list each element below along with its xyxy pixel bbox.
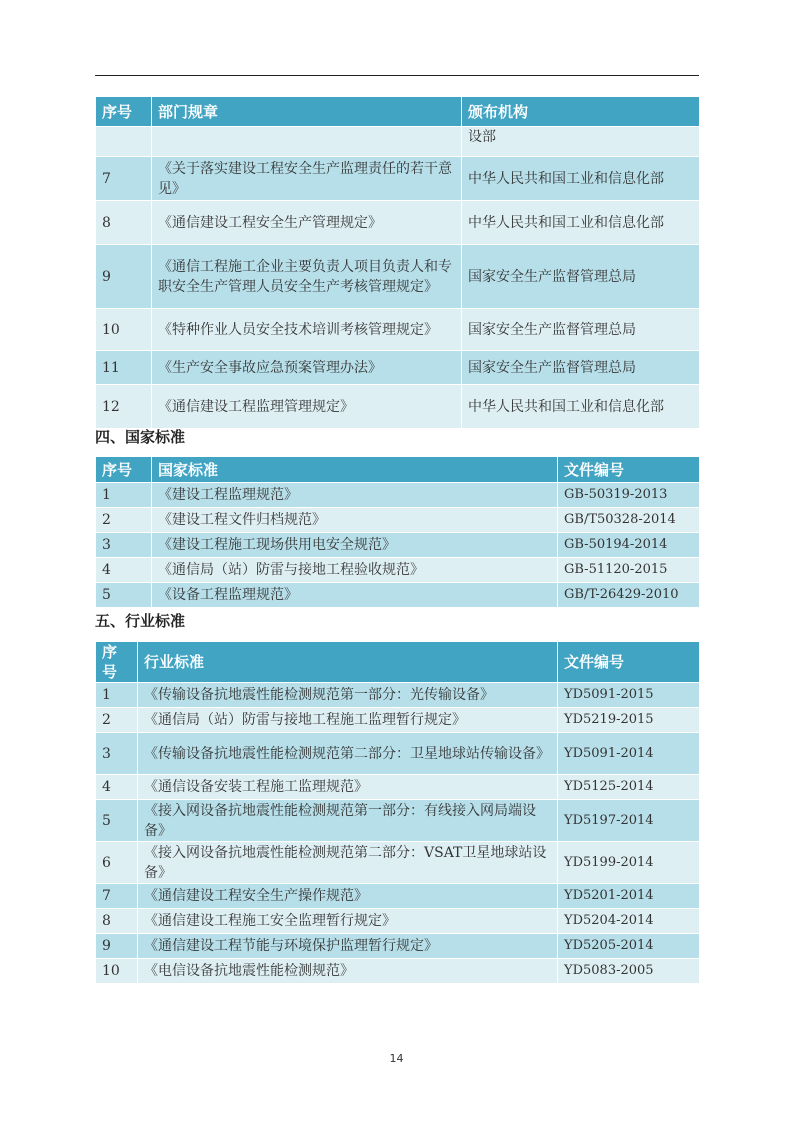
col-header-no: 序号 (96, 457, 152, 483)
col-header-no: 序号 (96, 97, 152, 127)
page-number: 14 (389, 1052, 404, 1065)
cell-no: 3 (96, 733, 138, 775)
cell-no: 7 (96, 884, 138, 909)
table-header-row (96, 97, 700, 127)
cell-code: GB-51120-2015 (558, 558, 700, 583)
cell-no: 4 (96, 775, 138, 800)
cell-code: YD5219-2015 (558, 708, 700, 733)
cell-org: 中华人民共和国工业和信息化部 (462, 201, 700, 245)
cell-no: 5 (96, 800, 138, 842)
cell-title: 《通信建设工程监理管理规定》 (152, 385, 462, 429)
table-row (96, 483, 700, 508)
header-rule (95, 75, 699, 76)
cell-no: 8 (96, 201, 152, 245)
table-row (96, 959, 700, 984)
cell-title: 《传输设备抗地震性能检测规范第二部分：卫星地球站传输设备》 (138, 733, 558, 775)
cell-title: 《通信建设工程节能与环境保护监理暂行规定》 (138, 934, 558, 959)
cell-title (152, 127, 462, 157)
col-header-code: 文件编号 (558, 642, 700, 683)
cell-code: YD5091-2014 (558, 733, 700, 775)
cell-title: 《建设工程文件归档规范》 (152, 508, 558, 533)
cell-no: 11 (96, 351, 152, 385)
cell-title: 《通信局（站）防雷与接地工程施工监理暂行规定》 (138, 708, 558, 733)
cell-title: 《建设工程施工现场供用电安全规范》 (152, 533, 558, 558)
cell-code: GB/T-26429-2010 (558, 583, 700, 608)
cell-code: YD5201-2014 (558, 884, 700, 909)
cell-no: 9 (96, 245, 152, 309)
col-header-standard: 国家标准 (152, 457, 558, 483)
cell-code: YD5197-2014 (558, 800, 700, 842)
cell-org: 中华人民共和国工业和信息化部 (462, 385, 700, 429)
section-title-national-standards: 四、国家标准 (95, 428, 186, 446)
cell-code: YD5125-2014 (558, 775, 700, 800)
cell-no: 4 (96, 558, 152, 583)
cell-title: 《通信设备安装工程施工监理规范》 (138, 775, 558, 800)
cell-no: 1 (96, 683, 138, 708)
cell-title: 《接入网设备抗地震性能检测规范第一部分：有线接入网局端设备》 (138, 800, 558, 842)
table-row (96, 733, 700, 775)
cell-no: 7 (96, 157, 152, 201)
cell-code: YD5204-2014 (558, 909, 700, 934)
table-row (96, 909, 700, 934)
col-header-regulation: 部门规章 (152, 97, 462, 127)
cell-title: 《特种作业人员安全技术培训考核管理规定》 (152, 309, 462, 351)
cell-title: 《建设工程监理规范》 (152, 483, 558, 508)
cell-no: 8 (96, 909, 138, 934)
cell-org: 国家安全生产监督管理总局 (462, 309, 700, 351)
cell-no: 2 (96, 508, 152, 533)
cell-org: 中华人民共和国工业和信息化部 (462, 157, 700, 201)
cell-title: 《接入网设备抗地震性能检测规范第二部分：VSAT卫星地球站设备》 (138, 842, 558, 884)
cell-code: YD5205-2014 (558, 934, 700, 959)
table-national-standards (95, 456, 700, 608)
table-header-row (96, 642, 700, 683)
cell-title: 《传输设备抗地震性能检测规范第一部分：光传输设备》 (138, 683, 558, 708)
cell-title: 《电信设备抗地震性能检测规范》 (138, 959, 558, 984)
table-row (96, 775, 700, 800)
cell-code: GB/T50328-2014 (558, 508, 700, 533)
cell-no: 3 (96, 533, 152, 558)
table-row (96, 245, 700, 309)
cell-no: 5 (96, 583, 152, 608)
cell-org: 国家安全生产监督管理总局 (462, 351, 700, 385)
table-row (96, 157, 700, 201)
cell-title: 《生产安全事故应急预案管理办法》 (152, 351, 462, 385)
table-row (96, 351, 700, 385)
cell-title: 《通信工程施工企业主要负责人项目负责人和专职安全生产管理人员安全生产考核管理规定》 (152, 245, 462, 309)
table-row (96, 934, 700, 959)
cell-title: 《设备工程监理规范》 (152, 583, 558, 608)
cell-code: GB-50194-2014 (558, 533, 700, 558)
cell-org: 设部 (462, 127, 700, 157)
table-row (96, 708, 700, 733)
table-row (96, 683, 700, 708)
cell-no: 1 (96, 483, 152, 508)
table-header-row (96, 457, 700, 483)
col-header-org: 颁布机构 (462, 97, 700, 127)
cell-title: 《通信建设工程安全生产操作规范》 (138, 884, 558, 909)
cell-no: 10 (96, 309, 152, 351)
table-row (96, 127, 700, 157)
cell-code: YD5083-2005 (558, 959, 700, 984)
col-header-standard: 行业标准 (138, 642, 558, 683)
cell-title: 《关于落实建设工程安全生产监理责任的若干意见》 (152, 157, 462, 201)
table-row (96, 309, 700, 351)
table-row (96, 842, 700, 884)
table-row (96, 201, 700, 245)
cell-no: 12 (96, 385, 152, 429)
cell-org: 国家安全生产监督管理总局 (462, 245, 700, 309)
table-row (96, 533, 700, 558)
table-row (96, 508, 700, 533)
table-row (96, 583, 700, 608)
cell-code: YD5199-2014 (558, 842, 700, 884)
cell-code: YD5091-2015 (558, 683, 700, 708)
table-row (96, 800, 700, 842)
cell-code: GB-50319-2013 (558, 483, 700, 508)
cell-title: 《通信局（站）防雷与接地工程验收规范》 (152, 558, 558, 583)
table-industry-standards (95, 641, 700, 984)
col-header-code: 文件编号 (558, 457, 700, 483)
cell-no (96, 127, 152, 157)
table-row (96, 385, 700, 429)
section-title-industry-standards: 五、行业标准 (95, 612, 186, 630)
table-row (96, 558, 700, 583)
cell-no: 6 (96, 842, 138, 884)
table-row (96, 884, 700, 909)
cell-title: 《通信建设工程安全生产管理规定》 (152, 201, 462, 245)
table-department-regulations (95, 96, 700, 429)
cell-no: 10 (96, 959, 138, 984)
cell-no: 2 (96, 708, 138, 733)
cell-title: 《通信建设工程施工安全监理暂行规定》 (138, 909, 558, 934)
cell-no: 9 (96, 934, 138, 959)
col-header-no: 序号 (96, 642, 138, 683)
